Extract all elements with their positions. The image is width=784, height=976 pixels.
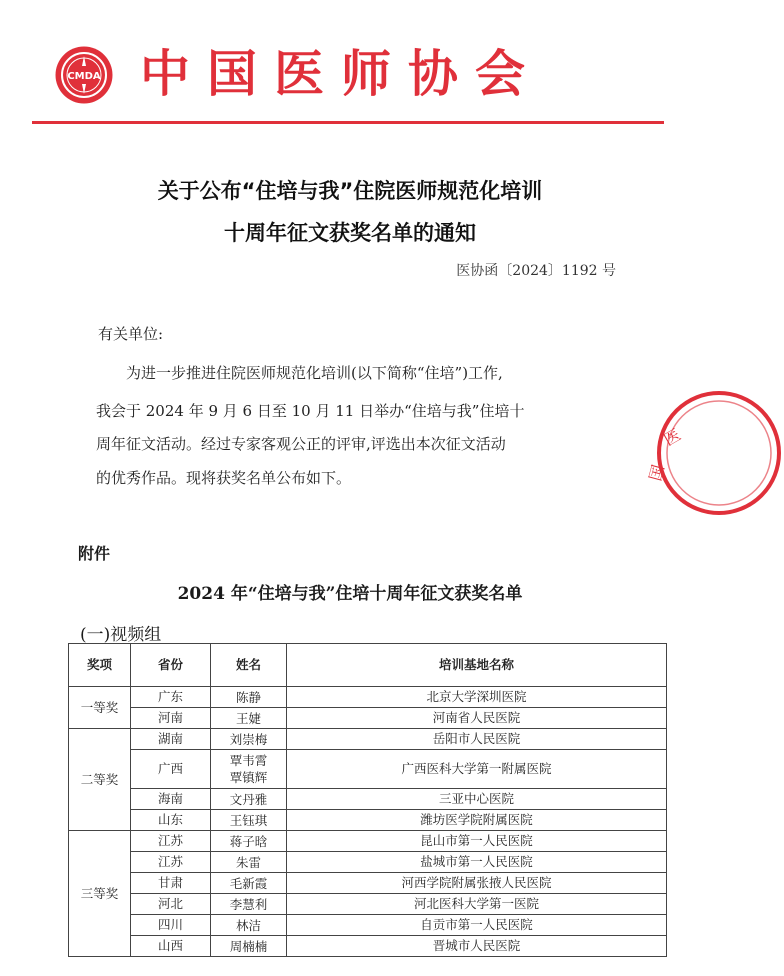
table-row xyxy=(69,852,667,873)
table-row xyxy=(69,708,667,729)
person-name: 毛新霞 xyxy=(229,875,268,891)
name-cell xyxy=(211,873,287,894)
attachment-label: 附件 xyxy=(78,544,111,563)
person-name: 陈静 xyxy=(235,689,261,705)
table-row xyxy=(69,750,667,789)
training-base-cell: 潍坊医学院附属医院 xyxy=(287,810,667,831)
training-base-cell: 盐城市第一人民医院 xyxy=(287,852,667,873)
training-base-cell: 昆山市第一人民医院 xyxy=(287,831,667,852)
training-base-cell: 岳阳市人民医院 xyxy=(287,729,667,750)
notice-title-line1: 关于公布“住培与我”住院医师规范化培训 xyxy=(157,179,543,203)
province-cell: 四川 xyxy=(131,915,211,936)
cmda-seal-logo-icon xyxy=(54,45,114,105)
person-name: 覃韦霄 xyxy=(229,753,268,768)
person-name: 李慧利 xyxy=(229,896,268,912)
province-cell: 江苏 xyxy=(131,852,211,873)
training-base-cell: 自贡市第一人民医院 xyxy=(287,915,667,936)
table-header-row xyxy=(69,644,667,687)
header-divider xyxy=(32,121,664,124)
province-cell: 湖南 xyxy=(131,729,211,750)
body-line-2: 我会于 2024 年 9 月 6 日至 10 月 11 日举办“住培与我”住培十 xyxy=(96,402,525,420)
province-cell: 河北 xyxy=(131,894,211,915)
name-cell xyxy=(211,831,287,852)
person-name: 林洁 xyxy=(235,917,261,933)
table-row xyxy=(69,873,667,894)
training-base-cell: 河西学院附属张掖人民医院 xyxy=(287,873,667,894)
award-list-title: 2024 年“住培与我”住培十周年征文获奖名单 xyxy=(177,584,523,604)
document-number: 医协函〔2024〕1192 号 xyxy=(456,263,616,279)
person-name: 文丹雅 xyxy=(229,791,268,807)
award-table-body xyxy=(69,687,667,957)
person-name: 周楠楠 xyxy=(229,938,268,954)
person-name: 朱雷 xyxy=(235,854,261,870)
svg-text:国: 国 xyxy=(645,462,669,484)
name-cell xyxy=(211,729,287,750)
body-line-1: 为进一步推进住院医师规范化培训(以下简称“住培”)工作, xyxy=(126,364,503,382)
name-cell xyxy=(211,852,287,873)
award-level-cell: 一等奖 xyxy=(69,687,131,729)
table-row xyxy=(69,915,667,936)
name-cell xyxy=(211,789,287,810)
training-base-cell: 北京大学深圳医院 xyxy=(287,687,667,708)
training-base-cell: 河南省人民医院 xyxy=(287,708,667,729)
person-name: 蒋子晗 xyxy=(229,833,268,849)
column-header-province: 省份 xyxy=(131,644,211,687)
body-line-4: 的优秀作品。现将获奖名单公布如下。 xyxy=(96,469,352,487)
organization-name: 中国医师协会 xyxy=(140,44,542,103)
person-name: 覃镇辉 xyxy=(229,770,268,785)
award-level-cell: 二等奖 xyxy=(69,729,131,831)
name-cell xyxy=(211,915,287,936)
column-header-award: 奖项 xyxy=(69,644,131,687)
award-table xyxy=(68,643,667,957)
body-line-3: 周年征文活动。经过专家客观公正的评审,评选出本次征文活动 xyxy=(96,435,506,453)
training-base-cell: 三亚中心医院 xyxy=(287,789,667,810)
column-header-training-base: 培训基地名称 xyxy=(287,644,667,687)
person-name: 刘崇梅 xyxy=(229,731,268,747)
training-base-cell: 广西医科大学第一附属医院 xyxy=(287,750,667,789)
salutation: 有关单位: xyxy=(98,325,164,343)
notice-title-line2: 十周年征文获奖名单的通知 xyxy=(224,221,476,245)
training-base-cell: 河北医科大学第一医院 xyxy=(287,894,667,915)
person-name: 王钰琪 xyxy=(229,812,268,828)
column-header-name: 姓名 xyxy=(211,644,287,687)
person-name: 王婕 xyxy=(235,710,261,726)
table-row xyxy=(69,894,667,915)
province-cell: 海南 xyxy=(131,789,211,810)
province-cell: 山东 xyxy=(131,810,211,831)
training-base-cell: 晋城市人民医院 xyxy=(287,936,667,957)
name-cell xyxy=(211,708,287,729)
name-cell xyxy=(211,750,287,789)
table-row xyxy=(69,789,667,810)
table-row xyxy=(69,810,667,831)
province-cell: 广西 xyxy=(131,750,211,789)
table-row xyxy=(69,729,667,750)
award-level-cell: 三等奖 xyxy=(69,831,131,957)
province-cell: 江苏 xyxy=(131,831,211,852)
video-group-title: (一)视频组 xyxy=(80,625,162,645)
red-seal-stamp-icon xyxy=(645,388,784,518)
name-cell xyxy=(211,687,287,708)
table-row xyxy=(69,831,667,852)
province-cell: 河南 xyxy=(131,708,211,729)
name-cell xyxy=(211,810,287,831)
province-cell: 甘肃 xyxy=(131,873,211,894)
province-cell: 山西 xyxy=(131,936,211,957)
province-cell: 广东 xyxy=(131,687,211,708)
name-cell xyxy=(211,894,287,915)
svg-text:CMDA: CMDA xyxy=(67,71,101,82)
svg-text:医: 医 xyxy=(660,425,684,450)
table-row xyxy=(69,687,667,708)
table-row xyxy=(69,936,667,957)
name-cell xyxy=(211,936,287,957)
